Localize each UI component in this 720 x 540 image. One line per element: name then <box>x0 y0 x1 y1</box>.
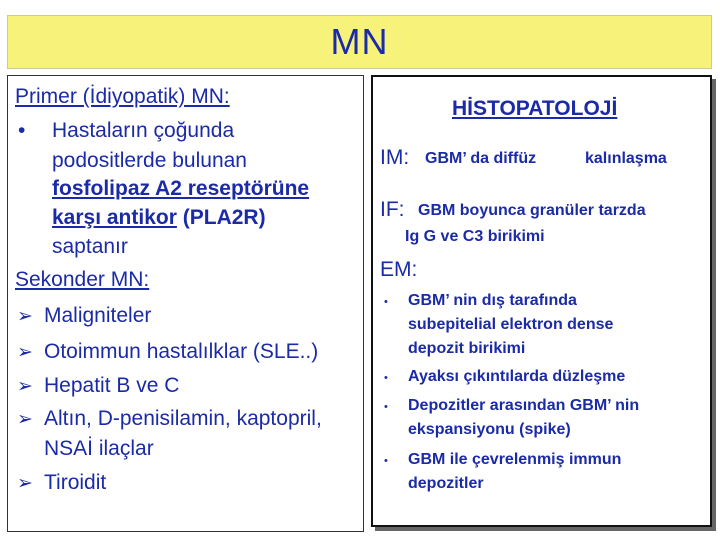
em-item-1-line-3: depozit birikimi <box>408 340 526 357</box>
sekonder-item-4: Altın, D-penisilamin, kaptopril, <box>44 407 322 430</box>
arrow-bullet-icon: ➢ <box>17 306 33 327</box>
sekonder-item-1: Maligniteler <box>44 304 152 327</box>
pla2r-text: (PLA2R) <box>176 206 266 229</box>
arrow-bullet-icon: ➢ <box>17 342 33 363</box>
em-item-3-line-1: Depozitler arasından GBM’ nin <box>408 397 640 414</box>
antibody-text: karşı antikor <box>52 206 177 229</box>
em-bullet: • <box>384 372 388 384</box>
sekonder-heading: Sekonder MN: <box>15 268 150 291</box>
em-bullet: • <box>384 455 388 467</box>
em-item-3-line-2: ekspansiyonu (spike) <box>408 421 571 438</box>
arrow-bullet-icon: ➢ <box>17 409 33 430</box>
sekonder-item-3: Hepatit B ve C <box>44 374 180 397</box>
em-item-2-line-1: Ayaksı çıkıntılarda düzleşme <box>408 368 626 385</box>
em-item-4-line-1: GBM ile çevrelenmiş immun <box>408 451 622 468</box>
arrow-bullet-icon: ➢ <box>17 376 33 397</box>
primer-line-1: Hastaların çoğunda <box>52 119 235 142</box>
primer-last-line: saptanır <box>52 235 128 258</box>
sekonder-item-4-cont: NSAİ ilaçlar <box>44 437 154 460</box>
primer-heading: Primer (İdiyopatik) MN: <box>15 85 230 108</box>
em-item-4-line-2: depozitler <box>408 475 484 492</box>
em-bullet: • <box>384 401 388 413</box>
if-text-cont: Ig G ve C3 birikimi <box>405 228 545 245</box>
primer-bold-line-2 <box>52 206 266 230</box>
em-item-1-line-2: subepitelial elektron dense <box>408 316 614 333</box>
arrow-bullet-icon: ➢ <box>17 473 33 494</box>
im-text-2: kalınlaşma <box>585 150 667 167</box>
title-bar <box>7 15 712 69</box>
slide-title: MN <box>330 21 389 62</box>
em-bullet: • <box>384 296 388 308</box>
em-item-1-line-1: GBM’ nin dış tarafında <box>408 292 577 309</box>
im-label: IM: <box>380 146 410 169</box>
sekonder-item-5: Tiroidit <box>44 471 107 494</box>
sekonder-item-2: Otoimmun hastalılklar (SLE..) <box>44 340 319 363</box>
im-text: GBM’ da diffüz <box>425 150 537 167</box>
if-text: GBM boyunca granüler tarzda <box>418 202 646 219</box>
primer-bold-line-1: fosfolipaz A2 reseptörüne <box>52 177 310 200</box>
primer-line-2: podositlerde bulunan <box>52 149 247 172</box>
em-label: EM: <box>380 258 418 281</box>
primer-bullet: • <box>18 119 26 142</box>
if-label: IF: <box>380 198 405 221</box>
histopathology-heading: HİSTOPATOLOJİ <box>452 97 618 120</box>
